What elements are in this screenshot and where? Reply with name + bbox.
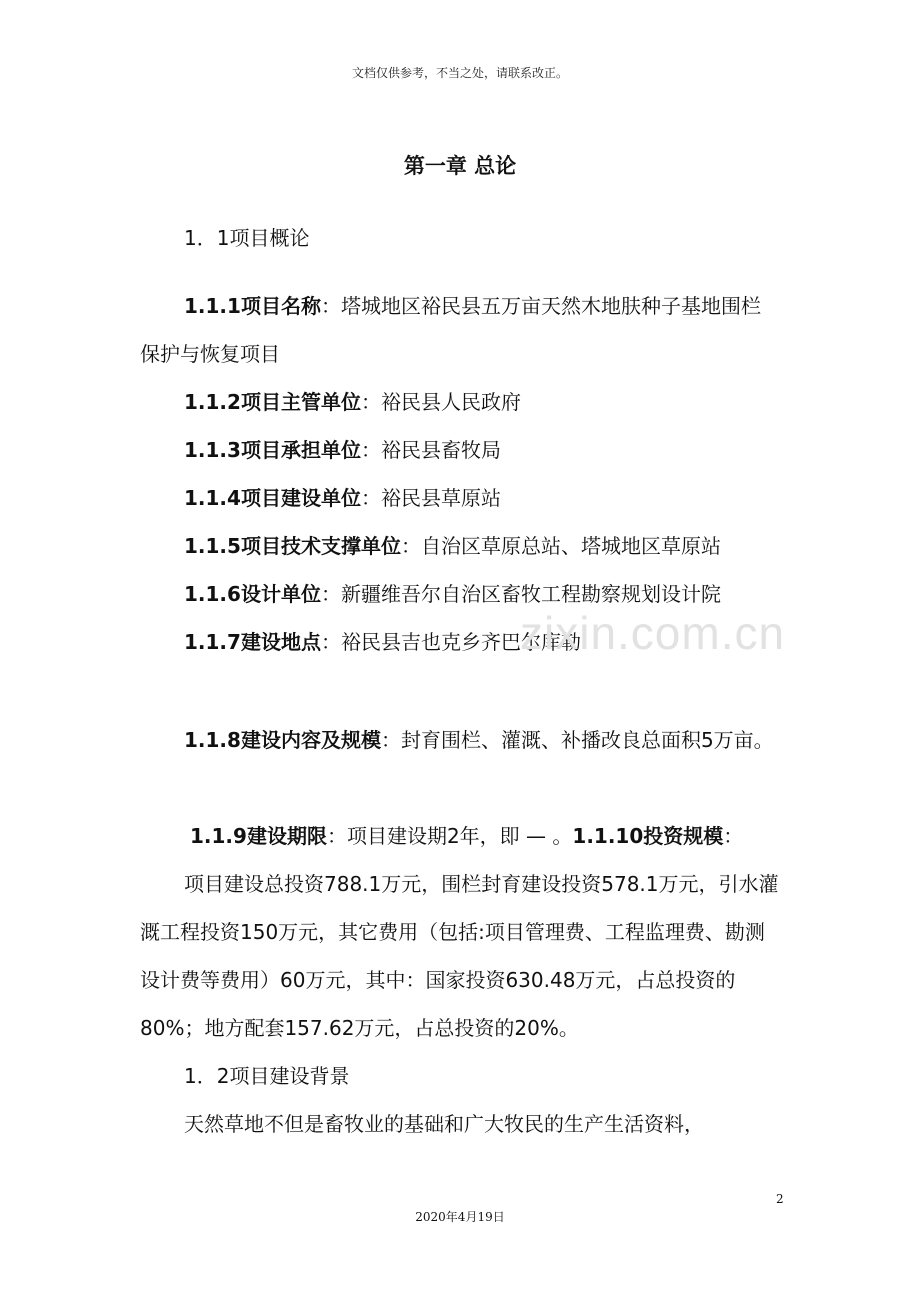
item-scope — [140, 716, 780, 764]
background-paragraph: 天然草地不但是畜牧业的基础和广大牧民的生产生活资料， — [184, 1112, 704, 1136]
item-value: ：新疆维吾尔自治区畜牧工程勘察规划设计院 — [320, 582, 721, 606]
item-label: 1.1.8建设内容及规模 — [184, 728, 381, 752]
item-label: 1.1.2项目主管单位 — [184, 390, 361, 414]
item-value: ： — [723, 824, 744, 848]
item-label: 1.1.9建设期限 — [190, 824, 327, 848]
footer-date: 2020年4月19日 — [415, 1210, 505, 1224]
item-value: ：裕民县吉也克乡齐巴尔库勒 — [320, 630, 581, 654]
item-builder — [140, 474, 824, 522]
item-period-and-investment — [140, 812, 824, 860]
item-supervisor — [140, 378, 824, 426]
item-value: ：项目建设期2年，即 — 。 — [326, 824, 573, 848]
item-tech-support — [140, 522, 824, 570]
section-heading-1-1: 1．1项目概论 — [184, 226, 310, 250]
item-label: 1.1.10投资规模 — [572, 824, 724, 848]
item-label: 1.1.7建设地点 — [184, 630, 321, 654]
item-project-name — [140, 282, 780, 378]
item-label: 1.1.1项目名称 — [184, 294, 321, 318]
item-value: ：封育围栏、灌溉、补播改良总面积5万亩。 — [380, 728, 774, 752]
item-value: ：塔城地区裕民县五万亩天然木地肤种子基地围栏保护与恢复项目 — [140, 294, 761, 366]
item-label: 1.1.3项目承担单位 — [184, 438, 361, 462]
page-header: 文档仅供参考，不当之处，请联系改正。 — [351, 66, 568, 80]
item-label: 1.1.5项目技术支撑单位 — [184, 534, 401, 558]
item-value: ：自治区草原总站、塔城地区草原站 — [400, 534, 721, 558]
item-value: ：裕民县畜牧局 — [360, 438, 501, 462]
item-undertaker — [140, 426, 824, 474]
page-number: 2 — [776, 1192, 784, 1206]
item-label: 1.1.4项目建设单位 — [184, 486, 361, 510]
item-value: ：裕民县人民政府 — [360, 390, 521, 414]
watermark: zixin.com.cn — [520, 607, 786, 659]
chapter-title: 第一章 总论 — [403, 154, 517, 178]
section-heading-1-2: 1．2项目建设背景 — [184, 1064, 350, 1088]
investment-paragraph: 项目建设总投资788.1万元，围栏封育建设投资578.1万元，引水灌溉工程投资150万元，其它费用（包括:项目管理费、工程监理费、勘测设计费等费用）60万元，其中：国家投资630.48万元，占总投资的80%；地方配套157.62万元，占总投资的20%。 — [140, 872, 779, 1040]
item-value: ：裕民县草原站 — [360, 486, 501, 510]
item-label: 1.1.6设计单位 — [184, 582, 321, 606]
